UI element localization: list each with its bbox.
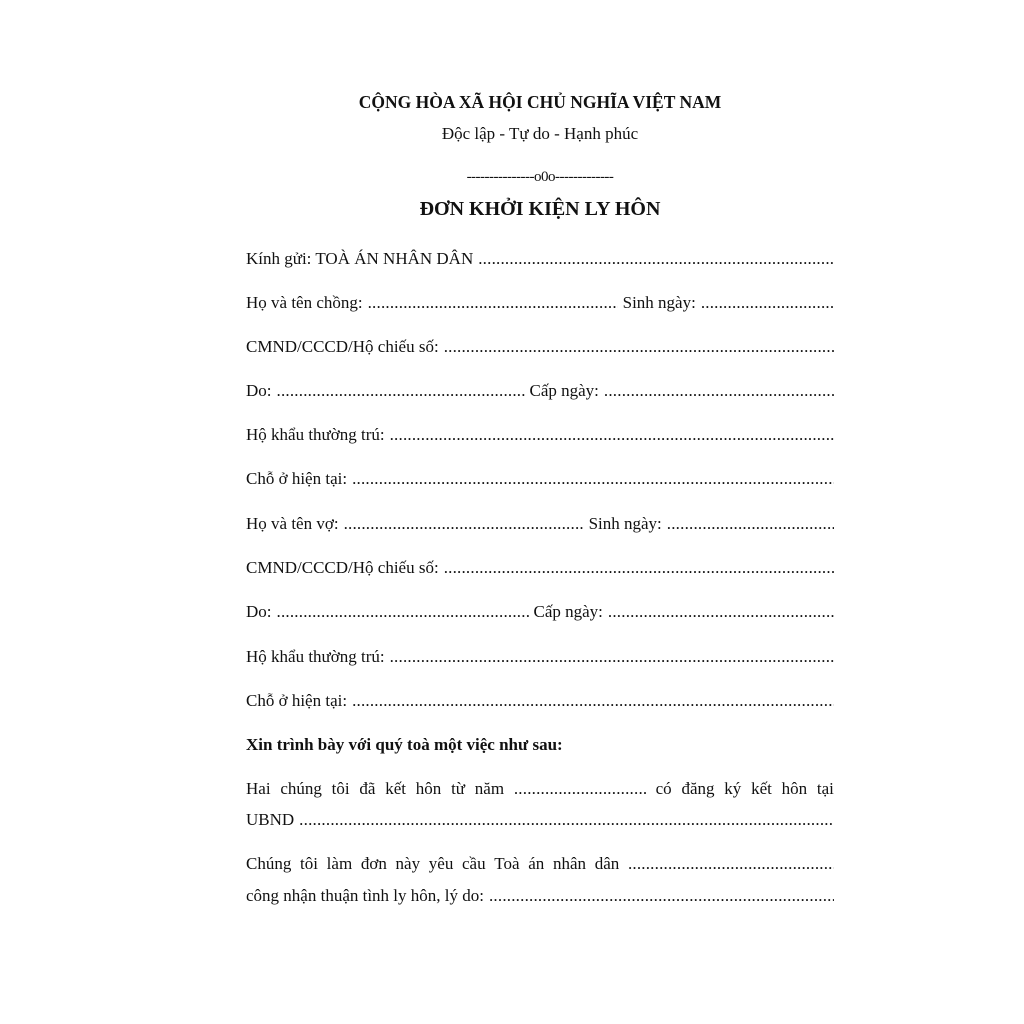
husband-registered-address-field[interactable] [390, 424, 834, 446]
husband-registered-address-label: Hộ khẩu thường trú: [246, 425, 385, 444]
husband-issue-date-field[interactable] [604, 380, 834, 402]
husband-name-line [246, 292, 834, 314]
husband-id-line [246, 336, 834, 358]
marriage-word: đăng [681, 779, 715, 798]
wife-name-line [246, 513, 834, 535]
wife-issue-line [246, 601, 834, 623]
recipient-label: Kính gửi: TOÀ ÁN NHÂN DÂN [246, 249, 474, 268]
request-word: làm [326, 854, 353, 873]
wife-id-field[interactable] [444, 557, 834, 579]
wife-dob-label: Sinh ngày: [588, 514, 662, 533]
wife-id-line [246, 557, 834, 579]
wife-current-address-label: Chỗ ở hiện tại: [246, 691, 348, 710]
marriage-word: hôn [415, 779, 442, 798]
marriage-word: hôn [781, 779, 808, 798]
request-line-2 [246, 885, 834, 907]
national-motto: Độc lập - Tự do - Hạnh phúc [441, 124, 639, 143]
wife-issue-date-label: Cấp ngày: [533, 602, 603, 621]
request-word: án [528, 854, 545, 873]
request-word: nhân [552, 854, 587, 873]
husband-registered-address-line [246, 424, 834, 446]
marriage-word: kết [751, 779, 772, 798]
husband-issued-by-field[interactable] [277, 380, 525, 402]
marriage-word: tôi [331, 779, 350, 798]
husband-name-label: Họ và tên chồng: [246, 293, 363, 312]
wife-registered-address-field[interactable] [390, 646, 834, 668]
husband-id-field[interactable] [444, 336, 834, 358]
request-word: tôi [300, 854, 318, 873]
wife-issued-by-label: Do: [246, 602, 272, 621]
ubnd-label: UBND [246, 810, 295, 829]
wife-name-field[interactable] [344, 513, 584, 535]
husband-issue-line [246, 380, 834, 402]
marriage-word: chúng [280, 779, 322, 798]
document-title: ĐƠN KHỞI KIỆN LY HÔN [419, 198, 661, 220]
marriage-word: kết [385, 779, 406, 798]
wife-registered-address-line [246, 646, 834, 668]
ubnd-field[interactable] [299, 809, 834, 831]
husband-name-field[interactable] [368, 292, 618, 314]
recipient-field[interactable] [478, 248, 834, 270]
request-word: cầu [462, 854, 486, 873]
reason-label: công nhận thuận tình ly hôn, lý do: [246, 886, 484, 905]
wife-current-address-field[interactable] [352, 690, 834, 712]
wife-name-label: Họ và tên vợ: [246, 514, 339, 533]
request-word: này [395, 854, 421, 873]
husband-issued-by-label: Do: [246, 381, 272, 400]
court-name-field[interactable] [628, 853, 834, 875]
marriage-line-1 [246, 778, 834, 800]
marriage-word: năm [474, 779, 505, 798]
statement-heading: Xin trình bày với quý toà một việc như sau: [246, 735, 563, 754]
request-line-1 [246, 853, 834, 875]
request-word: dân [594, 854, 620, 873]
marriage-word: ký [724, 779, 742, 798]
request-word: Chúng [246, 854, 292, 873]
wife-registered-address-label: Hộ khẩu thường trú: [246, 647, 385, 666]
reason-field[interactable] [489, 885, 834, 907]
husband-id-label: CMND/CCCD/Hộ chiếu số: [246, 337, 439, 356]
national-title: CỘNG HÒA XÃ HỘI CHỦ NGHĨA VIỆT NAM [358, 92, 722, 112]
wife-issued-by-field[interactable] [277, 601, 529, 623]
request-word: Toà [494, 854, 520, 873]
recipient-line [246, 248, 834, 270]
husband-current-address-line [246, 468, 834, 490]
husband-current-address-field[interactable] [352, 468, 834, 490]
husband-issue-date-label: Cấp ngày: [529, 381, 599, 400]
wife-dob-field[interactable] [667, 513, 834, 535]
header-divider: ---------------o0o------------- [466, 169, 614, 185]
request-word: yêu [428, 854, 454, 873]
marriage-word: tại [816, 779, 834, 798]
husband-dob-field[interactable] [701, 292, 834, 314]
marriage-word: có [655, 779, 672, 798]
marriage-line-2 [246, 809, 834, 831]
wife-id-label: CMND/CCCD/Hộ chiếu số: [246, 558, 439, 577]
husband-current-address-label: Chỗ ở hiện tại: [246, 469, 348, 488]
marriage-word: từ [451, 779, 465, 798]
request-word: đơn [360, 854, 387, 873]
marriage-year-field[interactable] [514, 778, 646, 800]
marriage-word: đã [359, 779, 376, 798]
marriage-word: Hai [246, 779, 271, 798]
husband-dob-label: Sinh ngày: [622, 293, 696, 312]
wife-issue-date-field[interactable] [608, 601, 834, 623]
wife-current-address-line [246, 690, 834, 712]
